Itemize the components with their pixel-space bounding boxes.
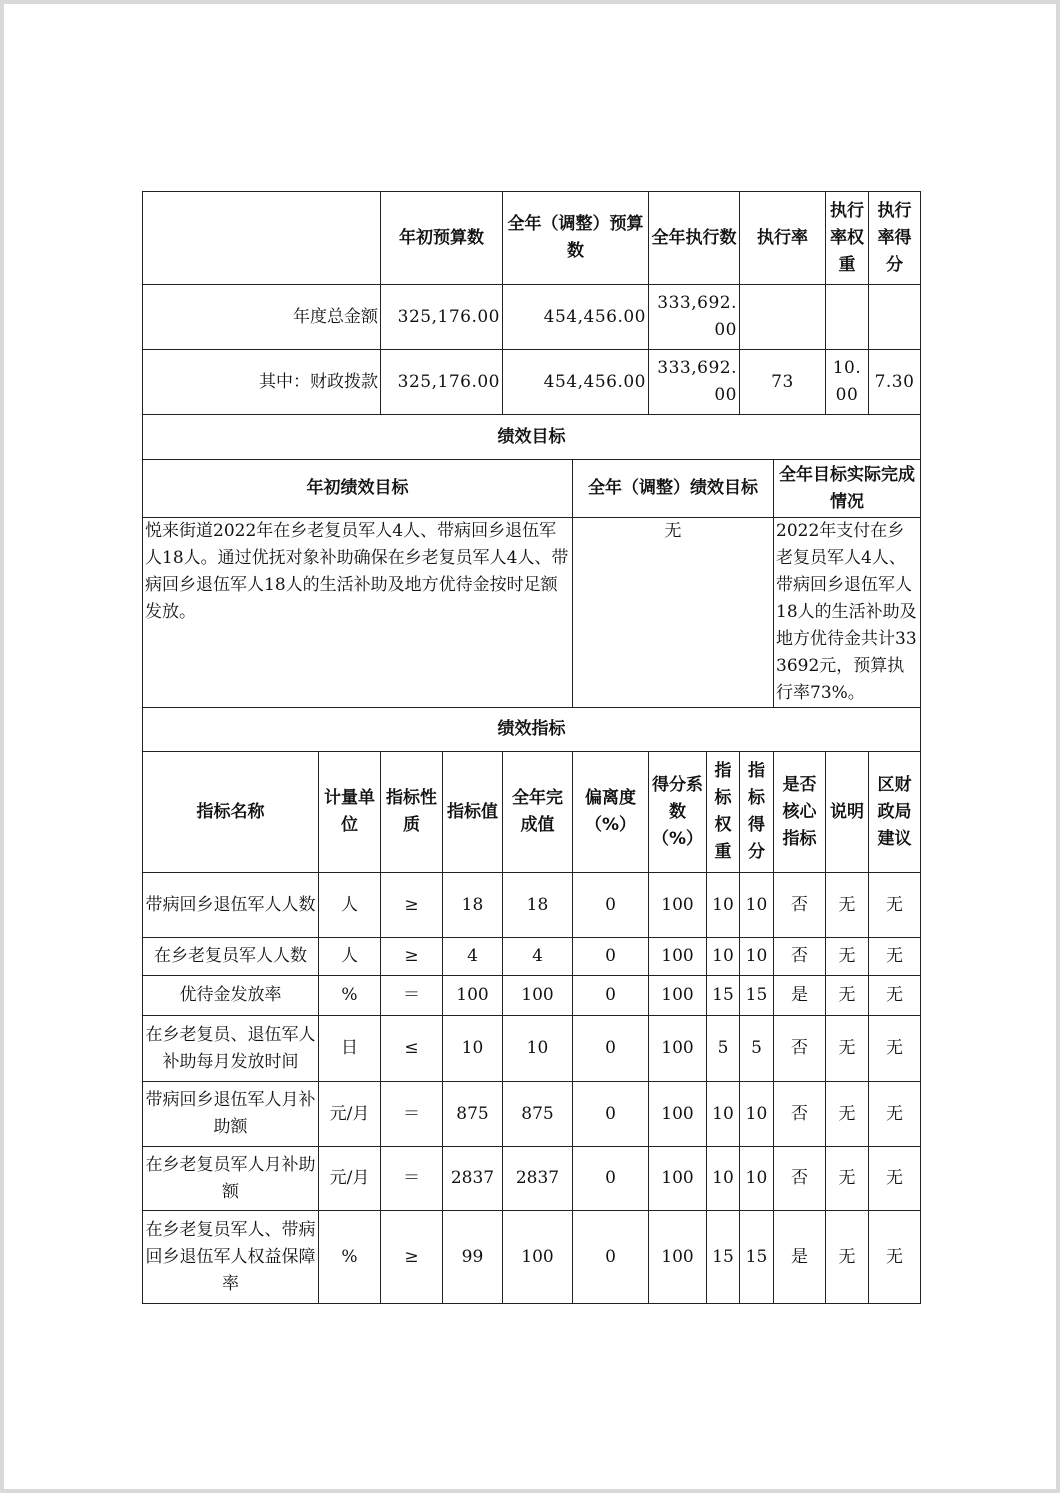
indicator-core: 否	[774, 938, 826, 976]
indicator-core: 是	[774, 1211, 826, 1304]
header-initial-budget: 年初预算数	[381, 192, 503, 285]
goals-header-row	[143, 460, 921, 518]
indicator-core: 否	[774, 1082, 826, 1147]
indicator-nature: ＝	[381, 976, 443, 1016]
budget-row-total	[143, 285, 921, 350]
indicator-deviation: 0	[573, 1016, 649, 1082]
indicator-coefficient: 100	[649, 976, 707, 1016]
goals-section-row	[143, 415, 921, 460]
indicator-deviation: 0	[573, 873, 649, 938]
header-rate-score: 执行率得分	[869, 192, 921, 285]
indicator-bureau: 无	[869, 938, 921, 976]
document-page	[4, 4, 1056, 1489]
indicator-deviation: 0	[573, 1211, 649, 1304]
header-rate-weight: 执行率权重	[826, 192, 869, 285]
budget-header-row	[143, 192, 921, 285]
budget-weight-value	[826, 285, 869, 350]
indicator-completed: 18	[503, 873, 573, 938]
header-nature: 指标性质	[381, 752, 443, 873]
indicator-note: 无	[826, 976, 869, 1016]
indicator-score: 10	[740, 873, 774, 938]
indicators-section-title: 绩效指标	[143, 708, 921, 752]
indicator-bureau: 无	[869, 873, 921, 938]
adjusted-goal-text: 无	[573, 518, 774, 708]
indicator-note: 无	[826, 938, 869, 976]
indicator-weight: 5	[707, 1016, 740, 1082]
table-row	[143, 1016, 921, 1082]
table-row	[143, 938, 921, 976]
header-indicator-name: 指标名称	[143, 752, 319, 873]
header-note: 说明	[826, 752, 869, 873]
indicator-note: 无	[826, 1016, 869, 1082]
header-deviation: 偏离度（%）	[573, 752, 649, 873]
table-row	[143, 1147, 921, 1211]
indicator-name: 在乡老复员军人人数	[143, 938, 319, 976]
indicator-value: 10	[443, 1016, 503, 1082]
budget-initial-value: 325,176.00	[381, 350, 503, 415]
indicator-bureau: 无	[869, 1147, 921, 1211]
indicator-coefficient: 100	[649, 938, 707, 976]
table-row	[143, 976, 921, 1016]
indicator-score: 15	[740, 976, 774, 1016]
indicator-core: 否	[774, 1016, 826, 1082]
actual-completion-text: 2022年支付在乡老复员军人4人、带病回乡退伍军人18人的生活补助及地方优待金共计333692元，预算执行率73%。	[774, 518, 921, 708]
header-coefficient: 得分系数（%）	[649, 752, 707, 873]
indicator-weight: 10	[707, 1082, 740, 1147]
indicator-nature: ＝	[381, 1147, 443, 1211]
indicator-score: 10	[740, 1082, 774, 1147]
table-row	[143, 1211, 921, 1304]
indicator-unit: %	[319, 976, 381, 1016]
indicator-name: 带病回乡退伍军人人数	[143, 873, 319, 938]
initial-goal-text: 悦来街道2022年在乡老复员军人4人、带病回乡退伍军人18人。通过优抚对象补助确保在乡老复员军人4人、带病回乡退伍军人18人的生活补助及地方优待金按时足额发放。	[143, 518, 573, 708]
indicator-nature: ＝	[381, 1082, 443, 1147]
indicator-bureau: 无	[869, 976, 921, 1016]
budget-rate-value	[740, 285, 826, 350]
indicator-completed: 2837	[503, 1147, 573, 1211]
indicator-unit: 元/月	[319, 1147, 381, 1211]
budget-header-blank	[143, 192, 381, 285]
indicator-value: 100	[443, 976, 503, 1016]
indicator-value: 4	[443, 938, 503, 976]
indicator-value: 875	[443, 1082, 503, 1147]
indicator-unit: 人	[319, 938, 381, 976]
goals-section-title: 绩效目标	[143, 415, 921, 460]
indicator-coefficient: 100	[649, 1082, 707, 1147]
table-row	[143, 873, 921, 938]
indicator-name: 在乡老复员军人月补助额	[143, 1147, 319, 1211]
header-target-value: 指标值	[443, 752, 503, 873]
budget-executed-value: 333,692.00	[649, 285, 740, 350]
indicator-nature: ≤	[381, 1016, 443, 1082]
budget-adjusted-value: 454,456.00	[503, 285, 649, 350]
header-bureau-advice: 区财政局建议	[869, 752, 921, 873]
budget-score-value: 7.30	[869, 350, 921, 415]
indicator-bureau: 无	[869, 1016, 921, 1082]
indicator-note: 无	[826, 873, 869, 938]
indicator-name: 优待金发放率	[143, 976, 319, 1016]
budget-row-label: 其中：财政拨款	[143, 350, 381, 415]
table-row	[143, 1082, 921, 1147]
indicator-nature: ≥	[381, 938, 443, 976]
indicator-weight: 10	[707, 873, 740, 938]
indicator-name: 在乡老复员军人、带病回乡退伍军人权益保障率	[143, 1211, 319, 1304]
indicator-deviation: 0	[573, 1082, 649, 1147]
indicator-core: 否	[774, 873, 826, 938]
indicator-weight: 10	[707, 938, 740, 976]
indicator-coefficient: 100	[649, 873, 707, 938]
budget-row-fiscal	[143, 350, 921, 415]
indicator-score: 15	[740, 1211, 774, 1304]
indicator-note: 无	[826, 1147, 869, 1211]
indicator-score: 10	[740, 938, 774, 976]
indicator-bureau: 无	[869, 1211, 921, 1304]
indicator-core: 否	[774, 1147, 826, 1211]
budget-rate-value: 73	[740, 350, 826, 415]
indicator-completed: 875	[503, 1082, 573, 1147]
indicator-weight: 10	[707, 1147, 740, 1211]
indicator-deviation: 0	[573, 938, 649, 976]
budget-initial-value: 325,176.00	[381, 285, 503, 350]
indicator-name: 在乡老复员、退伍军人补助每月发放时间	[143, 1016, 319, 1082]
header-completed-value: 全年完成值	[503, 752, 573, 873]
indicators-header-row	[143, 752, 921, 873]
header-unit: 计量单位	[319, 752, 381, 873]
goals-content-row	[143, 518, 921, 708]
indicator-deviation: 0	[573, 1147, 649, 1211]
indicator-value: 2837	[443, 1147, 503, 1211]
header-indicator-weight: 指标权重	[707, 752, 740, 873]
header-actual-completion: 全年目标实际完成情况	[774, 460, 921, 518]
header-adjusted-budget: 全年（调整）预算数	[503, 192, 649, 285]
header-initial-goal: 年初绩效目标	[143, 460, 573, 518]
header-executed-amount: 全年执行数	[649, 192, 740, 285]
indicator-completed: 10	[503, 1016, 573, 1082]
indicator-score: 5	[740, 1016, 774, 1082]
header-adjusted-goal: 全年（调整）绩效目标	[573, 460, 774, 518]
indicator-nature: ≥	[381, 1211, 443, 1304]
indicator-unit: 人	[319, 873, 381, 938]
indicator-coefficient: 100	[649, 1147, 707, 1211]
indicator-note: 无	[826, 1082, 869, 1147]
indicator-completed: 100	[503, 1211, 573, 1304]
indicator-deviation: 0	[573, 976, 649, 1016]
indicator-coefficient: 100	[649, 1211, 707, 1304]
indicator-weight: 15	[707, 976, 740, 1016]
header-execution-rate: 执行率	[740, 192, 826, 285]
indicator-value: 99	[443, 1211, 503, 1304]
indicator-completed: 100	[503, 976, 573, 1016]
budget-adjusted-value: 454,456.00	[503, 350, 649, 415]
indicator-core: 是	[774, 976, 826, 1016]
indicator-note: 无	[826, 1211, 869, 1304]
indicators-section-row	[143, 708, 921, 752]
header-core-indicator: 是否核心指标	[774, 752, 826, 873]
indicator-nature: ≥	[381, 873, 443, 938]
performance-evaluation-table	[142, 191, 921, 1304]
budget-weight-value: 10.00	[826, 350, 869, 415]
indicator-unit: 日	[319, 1016, 381, 1082]
indicator-score: 10	[740, 1147, 774, 1211]
indicator-bureau: 无	[869, 1082, 921, 1147]
budget-score-value	[869, 285, 921, 350]
indicator-unit: %	[319, 1211, 381, 1304]
indicator-unit: 元/月	[319, 1082, 381, 1147]
indicator-value: 18	[443, 873, 503, 938]
indicator-completed: 4	[503, 938, 573, 976]
indicator-name: 带病回乡退伍军人月补助额	[143, 1082, 319, 1147]
budget-row-label: 年度总金额	[143, 285, 381, 350]
budget-executed-value: 333,692.00	[649, 350, 740, 415]
indicator-coefficient: 100	[649, 1016, 707, 1082]
header-indicator-score: 指标得分	[740, 752, 774, 873]
indicator-weight: 15	[707, 1211, 740, 1304]
